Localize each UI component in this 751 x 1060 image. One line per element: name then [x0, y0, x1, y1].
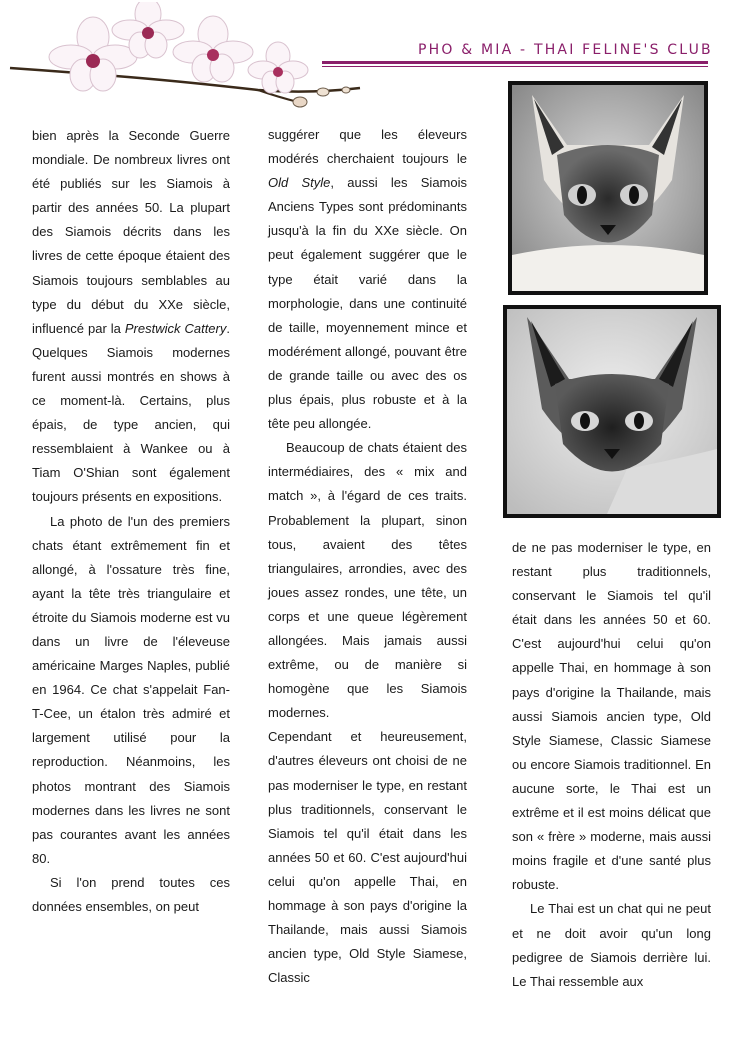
text-run: bien après la Seconde Guerre mondiale. De nombreux livres ont été publiés sur les Siamois à partir des années 50. La plupart des Siamois décrits dans les livres de cette époque étaient des Siamois toujours semblables au type du début du XXe siècle, influencé par la	[32, 128, 230, 336]
text-column-3	[512, 536, 711, 994]
club-title: PHO & MIA - THAI FELINE'S CLUB	[418, 42, 713, 58]
text-run: Cependant et heureusement, d'autres éleveurs ont choisi de ne pas moderniser le type, en restant plus traditionnels, conservant le Siamois tel qu'il était dans les années 50 et 60. C'est aujourd'hui celui qu'on appelle Thai, en hommage à son pays d'origine la Thailande, mais aussi Siamois ancien type, Old Style Siamese, Classic	[268, 729, 467, 986]
paragraph	[32, 871, 230, 919]
text-run: La photo de l'un des premiers chats étant extrêmement fin et allongé, à l'ossature très fine, ayant la tête très triangulaire et étroite du Siamois moderne est vu dans un livre de l'éleveuse américaine Marges Naples, publié en 1964. Ce chat s'appelait Fan-T-Cee, un étalon très admiré et largement utilisé pour la reproduction. Néanmoins, les photos montrant des Siamois modernes dans les livres ne sont pas courantes avant les années 80.	[32, 513, 230, 866]
paragraph	[268, 123, 467, 436]
cat-portrait-image	[507, 309, 717, 514]
cat-portrait-image	[512, 85, 704, 291]
header-rule	[322, 61, 708, 64]
text-column-2	[268, 123, 467, 990]
italic-text: Old Style	[268, 175, 331, 191]
siamese-cat-photo-bottom	[503, 305, 721, 518]
text-run: , aussi les Siamois Anciens Types sont prédominants jusqu'à la fin du XXe siècle. On peut également suggérer que le type était varié dans la morphologie, dans une continuité de taille, moyennement mince et modérément allongé, pouvant être de grande taille ou avec des os plus épais, plus robuste et à la tête peu allongée.	[268, 175, 468, 432]
text-column-1	[32, 124, 230, 919]
paragraph	[32, 124, 230, 510]
orchid-branch-image	[8, 2, 368, 117]
text-run: de ne pas moderniser le type, en restant plus traditionnels, conservant le Siamois tel qu'il était dans les années 50 et 60. C'est aujourd'hui celui qu'on appelle Thai, en hommage à son pays d'origine la Thailande, mais aussi Siamois ancien type, Old Style Siamese, Classic Siamese ou encore Siamois traditionnel. En aucune sorte, le Thai est un extrême et il est moins délicat que son « frère » moderne, mais aussi moins fragile et d'une santé plus robuste.	[512, 540, 711, 893]
paragraph	[268, 436, 467, 725]
paragraph	[512, 536, 711, 897]
paragraph	[512, 897, 711, 993]
siamese-cat-photo-top	[508, 81, 708, 295]
header-rule-thin	[322, 66, 708, 67]
text-run: . Quelques Siamois modernes furent aussi montrés en shows à ce moment-là. Certains, plus épais, de type ancien, qui ressemblaient à Wankee ou à Tiam O'Shian sont également toujours présents en expositions.	[32, 320, 230, 505]
text-run: suggérer que les éleveurs modérés cherchaient toujours le	[268, 127, 467, 167]
text-run: Beaucoup de chats étaient des intermédiaires, des « mix and match », à l'égard de ces traits. Probablement la plupart, sinon tous, avaient des têtes triangulaires, arrondies, avec des joues assez rondes, une tête, un corps et une queue légèrement allongées. Mais jamais aussi extrême, ou de manière si homogène que les Siamois modernes.	[268, 440, 467, 721]
paragraph	[268, 725, 467, 990]
text-run: Si l'on prend toutes ces données ensembles, on peut	[32, 874, 230, 914]
paragraph	[32, 510, 230, 871]
italic-text: Prestwick Cattery	[124, 320, 227, 336]
text-run: Le Thai est un chat qui ne peut et ne doit avoir qu'un long pedigree de Siamois derrière lui. Le Thai ressemble aux	[512, 901, 711, 989]
